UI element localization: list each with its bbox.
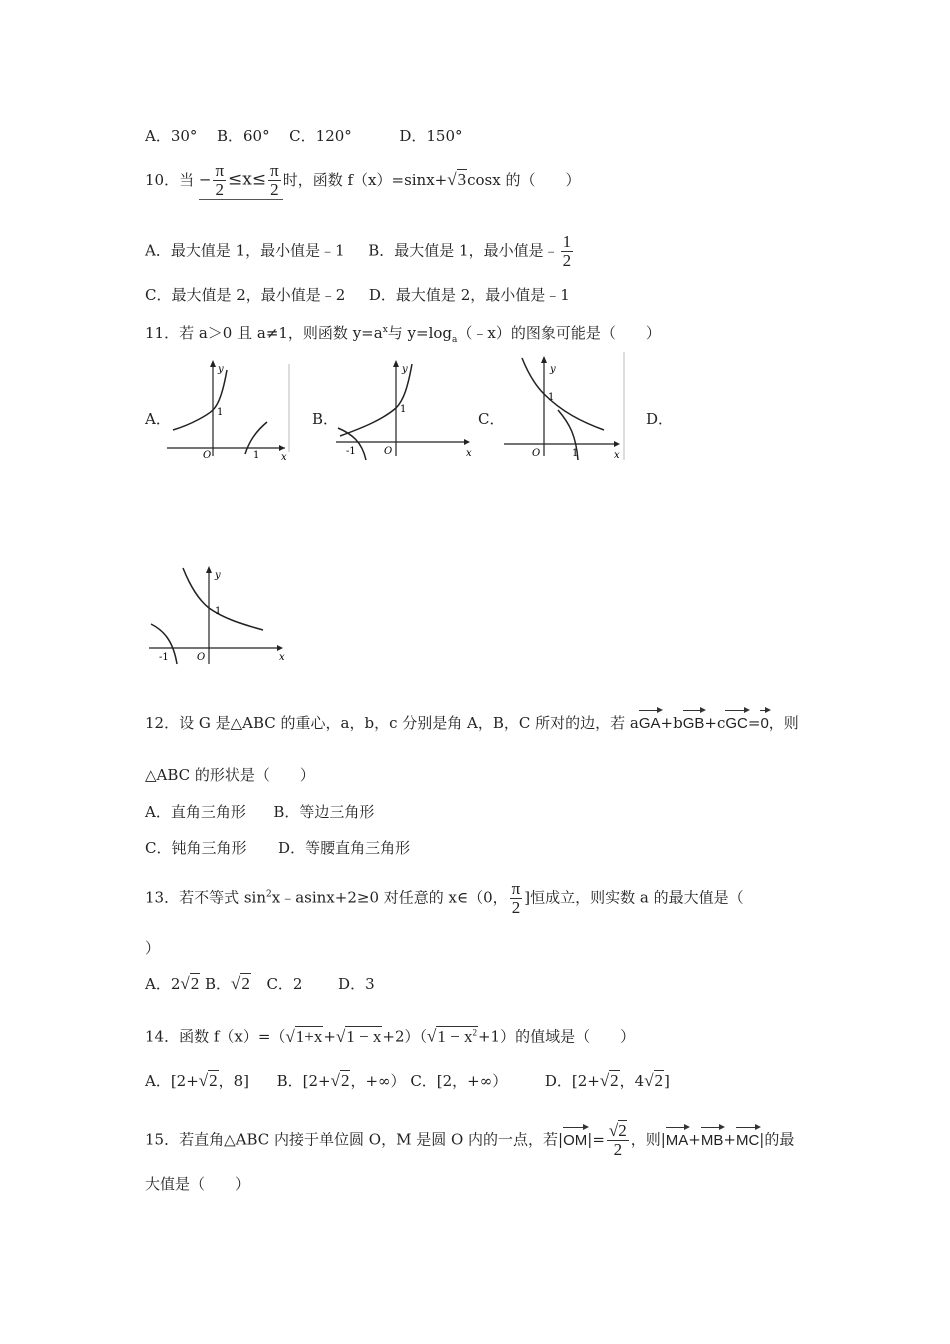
y-one-label: 1 <box>400 404 407 415</box>
q14-option-b: B．[2+ <box>276 1072 331 1090</box>
vector-gc: GC <box>725 708 748 734</box>
sqrt-1-minus-x-squared: $√1 - x^2$ <box>427 1026 477 1046</box>
q12-stem-a: 12．设 G 是△ABC 的重心，a，b，c 分别是角 A，B，C 所对的边，若 a <box>145 714 639 732</box>
q10-suffix: cosx 的（ ） <box>467 171 581 189</box>
abs-equals: |= <box>587 1130 605 1149</box>
y-label: y <box>215 570 221 581</box>
q11-stem <box>145 320 661 350</box>
q14-option-d-end: ] <box>664 1072 670 1090</box>
q10-prefix: 10．当 <box>145 171 195 189</box>
q13-options <box>145 974 375 994</box>
sqrt2: √2 <box>644 1071 664 1090</box>
q13-stem-b: x﹣asinx+2≥0 对任意的 x∈（0， <box>271 888 508 907</box>
q10-condition <box>199 162 283 200</box>
q13-option-a: A．2 <box>145 975 181 993</box>
origin-label: O <box>384 446 393 457</box>
y-one-label: 1 <box>548 392 555 403</box>
y-one-label: 1 <box>217 407 224 418</box>
q13-option-b: B． <box>205 975 232 993</box>
q15-stem-a: 15．若直角△ABC 内接于单位圆 O，M 是圆 O 内的一点，若| <box>145 1130 564 1149</box>
q9-option-b: B．60° <box>216 127 270 145</box>
x-label: x <box>466 448 472 459</box>
y-one-label: 1 <box>215 606 222 617</box>
q10-stem <box>145 162 580 200</box>
q14-option-a: A．[2+ <box>145 1072 199 1090</box>
q12-stem <box>145 708 799 734</box>
q15-stem <box>145 1122 794 1159</box>
pi-over-2-right: $\frac{\pi}{2}$ <box>270 161 279 199</box>
x-label: x <box>614 450 620 461</box>
origin-label: O <box>532 448 541 459</box>
q11-stem-a: 11．若 a＞0 且 a≠1，则函数 y=a <box>145 324 383 342</box>
x-neg1-label: -1 <box>346 446 356 457</box>
x-one-label: 1 <box>572 448 579 459</box>
q10-option-c: C．最大值是 2，最小值是﹣2 <box>145 286 346 304</box>
sqrt2: √2 <box>330 1071 350 1090</box>
vector-mb: MB <box>701 1125 724 1151</box>
sqrt-1-plus-x: √1+x <box>285 1026 323 1046</box>
minus-sign: − <box>198 170 212 189</box>
q11-label-d: D． <box>646 410 674 428</box>
plus: + <box>323 1027 336 1046</box>
vector-ga: GA <box>639 708 661 734</box>
q13-option-d: D．3 <box>338 975 375 993</box>
vector-om: OM <box>563 1125 587 1151</box>
vector-gb: GB <box>683 708 705 734</box>
q14-options <box>145 1071 670 1091</box>
q14-stem-c: +1）的值域是（ ） <box>477 1027 636 1046</box>
zero-vector: 0 <box>760 708 768 734</box>
equals: = <box>747 714 761 732</box>
q12-stem-b: ，则 <box>768 714 799 732</box>
y-label: y <box>218 364 224 375</box>
q11-label-c: C． <box>478 410 505 428</box>
pi-over-2: $\frac{\pi}{2}$ <box>511 879 521 917</box>
x-label: x <box>281 452 287 463</box>
q11-stem-b: 与 y=log <box>387 324 453 342</box>
log-base-a: a <box>452 335 458 345</box>
q12-option-c: C．钝角三角形 <box>145 839 247 857</box>
graph-b <box>332 352 472 464</box>
sqrt2: √2 <box>198 1071 218 1090</box>
q10-option-b: B．最大值是 1，最小值是﹣ <box>368 241 559 260</box>
plus: + <box>723 1130 736 1149</box>
q10-option-a: A．最大值是 1，最小值是﹣1 <box>145 241 345 260</box>
exp-x: x <box>382 325 388 335</box>
q9-option-a: A．30° <box>145 127 198 145</box>
origin-label: O <box>203 450 212 461</box>
q13-stem <box>145 880 744 917</box>
vector-ma: MA <box>666 1125 689 1151</box>
sin-squared: 2 <box>266 889 272 900</box>
x-neg1-label: -1 <box>159 652 169 663</box>
q12-b: +b <box>660 714 683 732</box>
y-label: y <box>550 364 556 375</box>
q14-option-d-mid: ，4 <box>619 1072 645 1090</box>
q12-options-ab <box>145 802 374 822</box>
sqrt2: √2 <box>231 974 250 993</box>
q12-option-b: B．等边三角形 <box>273 803 375 821</box>
q12-option-d: D．等腰直角三角形 <box>278 839 411 857</box>
x-label: x <box>279 652 285 663</box>
y-label: y <box>402 364 408 375</box>
q14-stem-a: 14．函数 f（x）=（ <box>145 1027 286 1046</box>
sqrt-1-minus-x: √1 − x <box>335 1026 382 1046</box>
one-half: $\frac{1}{2}$ <box>562 232 572 270</box>
x-one-label: 1 <box>253 450 260 461</box>
origin-label: O <box>197 652 206 663</box>
sqrt2: √2 <box>180 974 200 993</box>
q12-options-cd <box>145 838 410 858</box>
q14-option-b-end: ，+∞） <box>350 1072 406 1090</box>
q9-option-d: D．150° <box>399 127 463 145</box>
q10-option-d: D．最大值是 2，最小值是﹣1 <box>368 286 570 304</box>
sqrt2-over-2: $\frac{√2}{2}$ <box>608 1121 627 1159</box>
graph-a <box>163 352 297 464</box>
q11-label-a: A． <box>145 410 171 428</box>
graph-c <box>500 352 628 464</box>
pi-over-2-left: $\frac{\pi}{2}$ <box>215 161 225 199</box>
q10-options-ab <box>145 233 575 270</box>
q14-stem-b: +2）（ <box>382 1027 428 1046</box>
q11-label-b: B． <box>312 410 339 428</box>
q12-option-a: A．直角三角形 <box>145 803 246 821</box>
vector-mc: MC <box>736 1125 759 1151</box>
q13-stem-a: 13．若不等式 sin <box>145 888 267 907</box>
q13-stem-end: ） <box>145 939 161 957</box>
plus: + <box>688 1130 701 1149</box>
q12-stem-2: △ABC 的形状是（ ） <box>145 766 315 784</box>
q13-stem-c: ]恒成立，则实数 a 的最大值是（ <box>524 888 744 907</box>
q14-option-c: C．[2，+∞） <box>410 1072 508 1090</box>
q14-stem <box>145 1022 635 1047</box>
q15-stem-c: |的最 <box>759 1130 795 1149</box>
graph-d <box>145 560 289 666</box>
q9-options <box>145 126 463 146</box>
leq-x-leq: ≤x≤ <box>228 169 267 190</box>
q10-options-cd <box>145 285 570 305</box>
q12-c: +c <box>704 714 726 732</box>
q11-stem-c: （﹣x）的图象可能是（ ） <box>457 324 661 342</box>
sqrt2: √2 <box>599 1071 619 1090</box>
q15-stem-2: 大值是（ ） <box>145 1175 251 1193</box>
sqrt3: √3 <box>447 170 467 189</box>
q13-option-c: C．2 <box>266 975 303 993</box>
q15-stem-b: ，则| <box>630 1130 666 1149</box>
q14-option-a-end: ，8] <box>218 1072 250 1090</box>
q10-function: 时，函数 f（x）=sinx+ <box>282 171 448 189</box>
q9-option-c: C．120° <box>289 127 352 145</box>
q14-option-d: D．[2+ <box>544 1072 600 1090</box>
